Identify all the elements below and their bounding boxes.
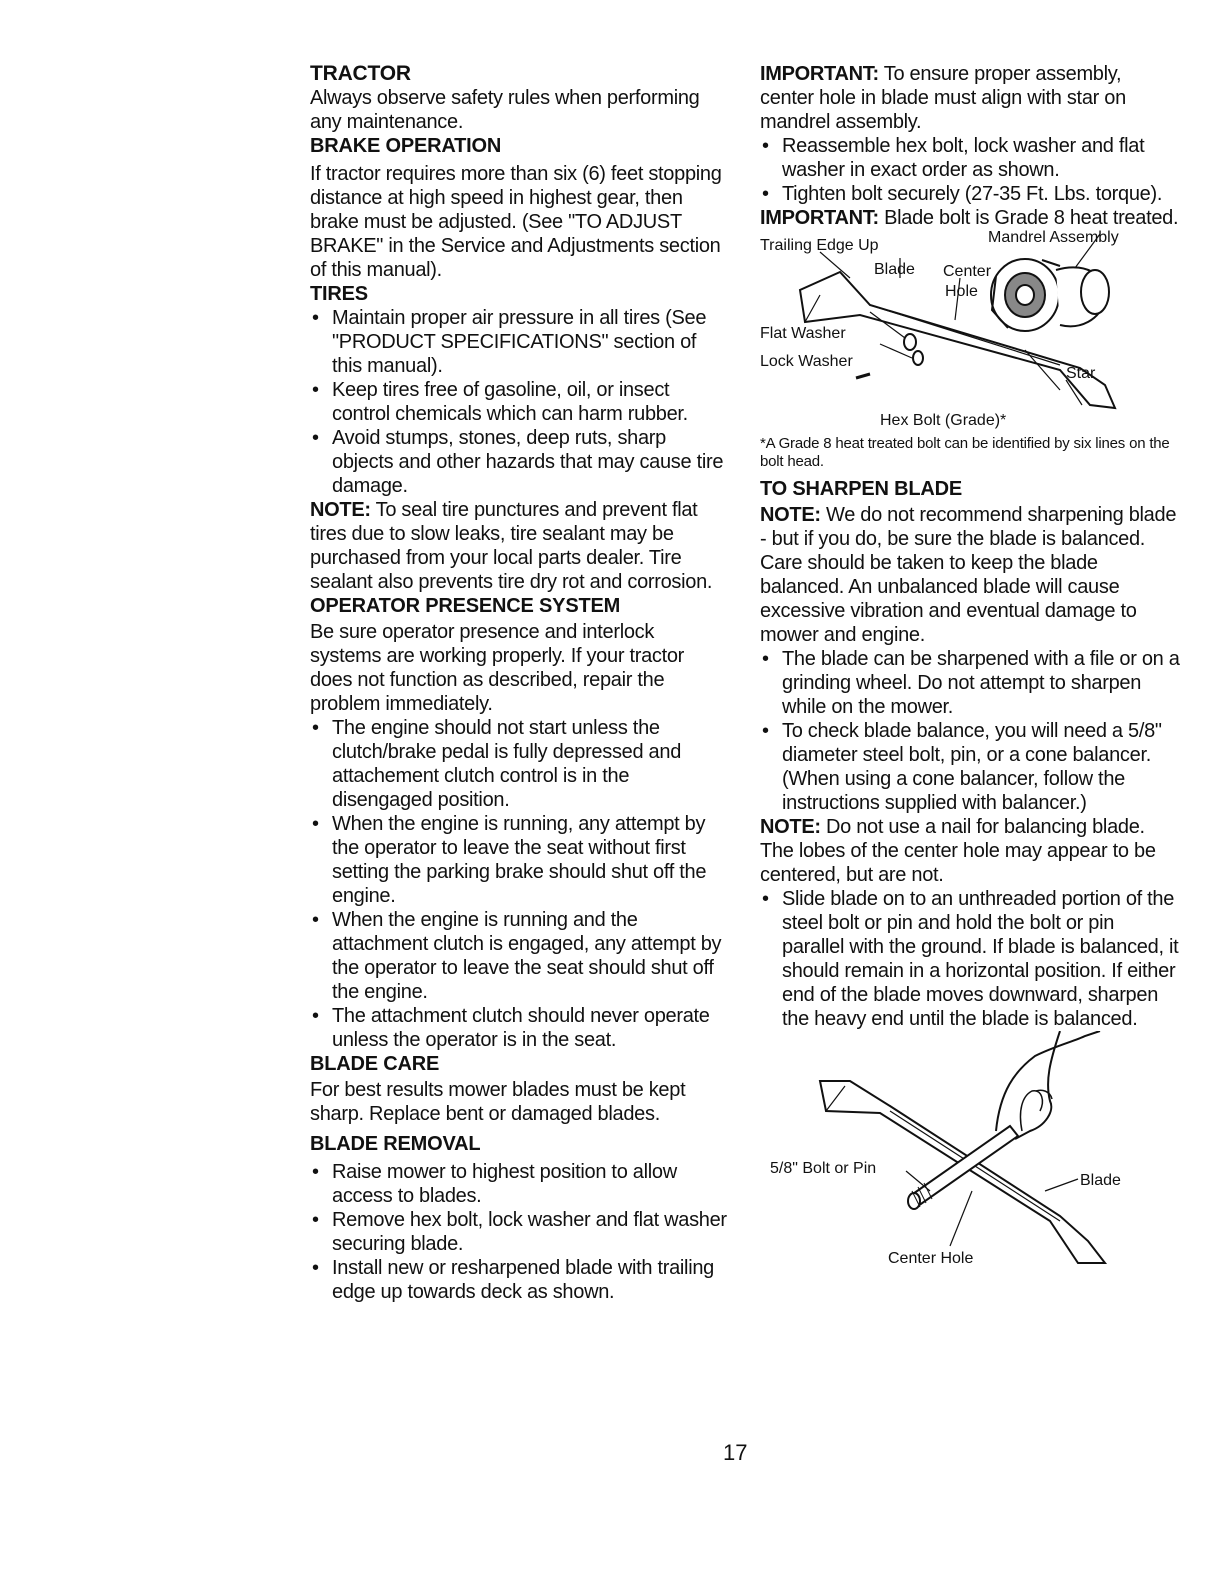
important-text: To ensure proper assembly, center hole in blade must align with star on mandrel assembly. bbox=[760, 63, 1126, 133]
tractor-text: Always observe safety rules when performing any maintenance. bbox=[310, 87, 700, 133]
blade-removal-list bbox=[310, 1160, 730, 1304]
note-text: To seal tire punctures and prevent flat tires due to slow leaks, tire sealant may be purchased from your local parts dealer. Tire sealant also prevents tire dry rot and corrosion. bbox=[310, 499, 713, 593]
brake-operation-text: If tractor requires more than six (6) feet stopping distance at high speed in highest gear, then brake must be adjusted. (See "TO ADJUST BRAKE" in the Service and Adjustments section of this manual). bbox=[310, 163, 722, 281]
balance-list bbox=[760, 887, 1180, 1031]
blade-label: Blade bbox=[874, 261, 915, 278]
list-item: • Maintain proper air pressure in all tires (See "PRODUCT SPECIFICATIONS" section of this manual). bbox=[310, 306, 730, 378]
list-item: • Slide blade on to an unthreaded portion of the steel bolt or pin and hold the bolt or pin parallel with the ground. If blade is balanced, it should remain in a horizontal position. If either end of the blade moves downward, sharpen the heavy end until the blade is balanced. bbox=[760, 887, 1180, 1031]
center-label: Center bbox=[943, 263, 992, 280]
important-alignment bbox=[760, 62, 1180, 134]
list-item: • When the engine is running and the attachment clutch is engaged, any attempt by the operator to leave the seat should shut off the engine. bbox=[310, 908, 730, 1004]
brake-operation-heading: BRAKE OPERATION bbox=[310, 135, 502, 157]
blade-assembly-figure bbox=[760, 230, 1180, 435]
list-item: • Install new or resharpened blade with trailing edge up towards deck as shown. bbox=[310, 1256, 730, 1304]
note-text: We do not recommend sharpening blade - but if you do, be sure the blade is balanced. bbox=[760, 504, 1177, 550]
blade-label-2: Blade bbox=[1080, 1172, 1121, 1189]
tires-note bbox=[310, 498, 730, 594]
operator-presence-heading: OPERATOR PRESENCE SYSTEM bbox=[310, 595, 621, 617]
list-item: • Keep tires free of gasoline, oil, or insect control chemicals which can harm rubber. bbox=[310, 378, 730, 426]
operator-presence-text: Be sure operator presence and interlock systems are working properly. If your tractor does not function as described, repair the problem immediately. bbox=[310, 621, 685, 715]
trailing-edge-label: Trailing Edge Up bbox=[760, 237, 879, 254]
sharpen-blade-heading: TO SHARPEN BLADE bbox=[760, 478, 963, 500]
list-item: • The blade can be sharpened with a file or on a grinding wheel. Do not attempt to sharpen while on the mower. bbox=[760, 647, 1180, 719]
tires-list bbox=[310, 306, 730, 498]
lock-washer-label: Lock Washer bbox=[760, 353, 853, 370]
note-label: NOTE: bbox=[760, 816, 821, 838]
note-label: NOTE: bbox=[310, 499, 371, 521]
list-item: • The attachment clutch should never operate unless the operator is in the seat. bbox=[310, 1004, 730, 1052]
tires-heading: TIRES bbox=[310, 283, 368, 305]
list-item: • The engine should not start unless the clutch/brake pedal is fully depressed and attachement clutch control is in the disengaged position. bbox=[310, 716, 730, 812]
left-column bbox=[310, 62, 730, 1304]
flat-washer-label: Flat Washer bbox=[760, 325, 846, 342]
list-item: • Reassemble hex bolt, lock washer and flat washer in exact order as shown. bbox=[760, 134, 1180, 182]
list-item: • Tighten bolt securely (27-35 Ft. Lbs. torque). bbox=[760, 182, 1180, 206]
list-item: • Avoid stumps, stones, deep ruts, sharp objects and other hazards that may cause tire damage. bbox=[310, 426, 730, 498]
blade-assembly-diagram bbox=[760, 230, 1160, 435]
blade-balance-figure bbox=[760, 1031, 1180, 1291]
grade-note: *A Grade 8 heat treated bolt can be identified by six lines on the bolt head. bbox=[760, 435, 1170, 470]
mandrel-assembly-label: Mandrel Assembly bbox=[988, 230, 1119, 246]
right-column bbox=[760, 62, 1180, 1291]
note-text: Do not use a nail for balancing blade. The lobes of the center hole may appear to be centered, but are not. bbox=[760, 816, 1156, 886]
operator-presence-list bbox=[310, 716, 730, 1052]
star-label: Star bbox=[1066, 365, 1096, 382]
blade-removal-heading: BLADE REMOVAL bbox=[310, 1133, 481, 1155]
list-item: • When the engine is running, any attempt by the operator to leave the seat without first setting the parking brake should shut off the engine. bbox=[310, 812, 730, 908]
hex-bolt-label: Hex Bolt (Grade)* bbox=[880, 412, 1007, 429]
page-number: 17 bbox=[723, 1440, 748, 1465]
mandrel-assembly-shape bbox=[991, 259, 1109, 331]
list-item: • To check blade balance, you will need a 5/8" diameter steel bolt, pin, or a cone balancer. (When using a cone balancer, follow the instructions supplied with balancer.) bbox=[760, 719, 1180, 815]
blade-balance-diagram bbox=[760, 1031, 1160, 1291]
important-label: IMPORTANT: bbox=[760, 63, 879, 85]
important-text: Blade bolt is Grade 8 heat treated. bbox=[878, 207, 1179, 229]
balance-note bbox=[760, 815, 1180, 887]
hole-label: Hole bbox=[945, 283, 978, 300]
important-label: IMPORTANT: bbox=[760, 207, 879, 229]
blade-care-text: For best results mower blades must be kept sharp. Replace bent or damaged blades. bbox=[310, 1079, 686, 1125]
sharpen-list bbox=[760, 647, 1180, 815]
important-grade bbox=[760, 206, 1180, 230]
bolt-or-pin-label: 5/8" Bolt or Pin bbox=[770, 1160, 877, 1177]
note-label: NOTE: bbox=[760, 504, 821, 526]
care-text: Care should be taken to keep the blade balanced. An unbalanced blade will cause excessive vibration and eventual damage to mower and engine. bbox=[760, 552, 1137, 646]
list-item: • Remove hex bolt, lock washer and flat washer securing blade. bbox=[310, 1208, 730, 1256]
assembly-list bbox=[760, 134, 1180, 206]
list-item: • Raise mower to highest position to allow access to blades. bbox=[310, 1160, 730, 1208]
center-hole-label: Center Hole bbox=[888, 1250, 974, 1267]
sharpen-note bbox=[760, 503, 1180, 551]
blade-care-heading: BLADE CARE bbox=[310, 1053, 440, 1075]
tractor-heading: TRACTOR bbox=[310, 62, 411, 85]
